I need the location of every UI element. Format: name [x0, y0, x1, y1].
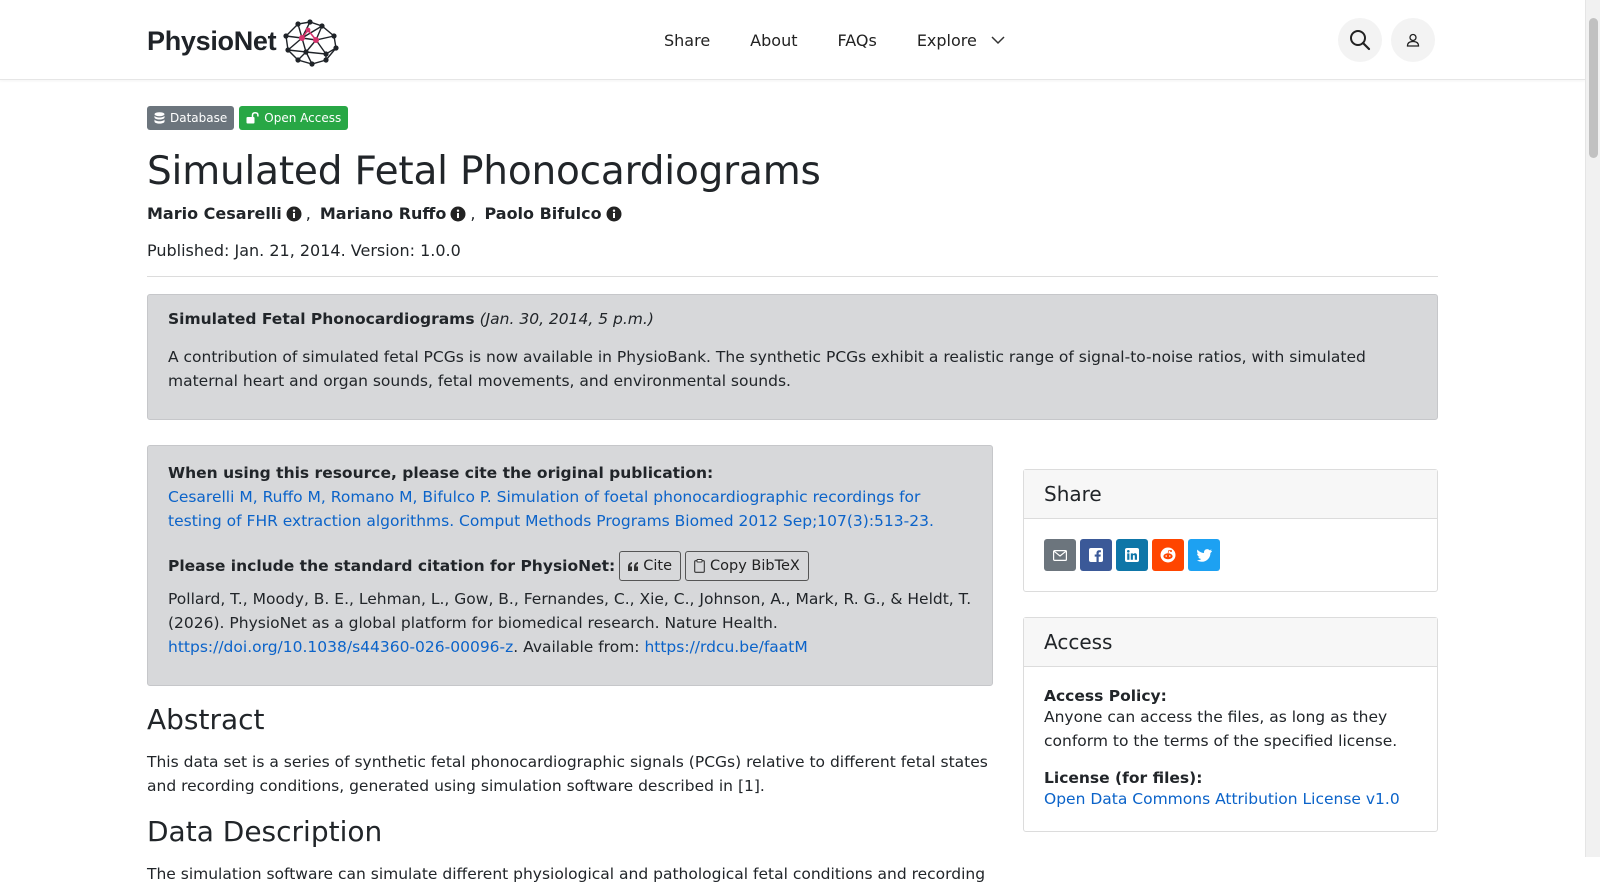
badge-group: [147, 106, 1438, 130]
news-body: A contribution of simulated fetal PCGs is now available in PhysioBank. The synthetic PCGs exhibit a realistic range of signal-to-noise ratios, with simulated maternal heart and organ sounds, fetal movements, and environmental sounds.: [168, 348, 1366, 390]
license-label: License (for files):: [1044, 769, 1203, 787]
data-description-heading: Data Description: [147, 815, 383, 848]
account-button[interactable]: [1391, 18, 1435, 62]
open-access-badge-label: Open Access: [264, 111, 342, 125]
access-card-title: Access: [1024, 618, 1437, 667]
publication-info: Published: Jan. 21, 2014. Version: 1.0.0: [147, 241, 461, 260]
clipboard-icon: [694, 559, 705, 573]
author-name: Paolo Bifulco: [484, 204, 602, 223]
info-icon[interactable]: [286, 206, 302, 222]
author-name: Mario Cesarelli: [147, 204, 282, 223]
abstract-heading: Abstract: [147, 703, 265, 736]
access-policy-text: Anyone can access the files, as long as they conform to the terms of the specified license.: [1044, 708, 1398, 750]
abstract-text: This data set is a series of synthetic fetal phonocardiographic signals (PCGs) relative to different fetal states and recording conditions, generated using simulation software described in [1].: [147, 753, 988, 795]
database-badge: [147, 106, 234, 130]
page-scrollbar[interactable]: [1585, 0, 1600, 857]
share-linkedin-button[interactable]: [1116, 539, 1148, 571]
share-card-title: Share: [1024, 470, 1437, 519]
standard-citation-row: [168, 551, 972, 581]
author-name: Mariano Ruffo: [319, 204, 447, 223]
project-header: [147, 106, 1438, 420]
author-item: [484, 204, 621, 223]
database-badge-label: Database: [170, 111, 228, 125]
twitter-icon: [1197, 549, 1212, 562]
share-card: [1023, 469, 1438, 592]
page-title: Simulated Fetal Phonocardiograms: [147, 149, 821, 194]
share-twitter-button[interactable]: [1188, 539, 1220, 571]
divider: [147, 276, 1438, 277]
reddit-icon: [1160, 547, 1176, 563]
user-icon: [1406, 33, 1420, 47]
quote-icon: [628, 562, 638, 571]
standard-citation-text: [168, 587, 972, 659]
author-separator: ,: [305, 204, 311, 223]
access-card: [1023, 617, 1438, 832]
share-email-button[interactable]: [1044, 539, 1076, 571]
standard-citation-label: Please include the standard citation for PhysioNet:: [168, 557, 616, 575]
search-icon: [1349, 29, 1371, 51]
author-list: [147, 204, 1438, 223]
info-icon[interactable]: [606, 206, 622, 222]
original-publication-link[interactable]: Cesarelli M, Ruffo M, Romano M, Bifulco P. Simulation of foetal phonocardiographic recordings for testing of FHR extraction algorithms. Comput Methods Programs Biomed 2012 Sep;107(3):513-23.: [168, 488, 934, 530]
original-citation-label: When using this resource, please cite the original publication:: [168, 464, 714, 482]
physionet-logo-icon: [280, 16, 340, 66]
brand-home-link[interactable]: [147, 16, 340, 66]
news-announcement: [147, 294, 1438, 420]
copy-bibtex-button[interactable]: [685, 551, 809, 581]
available-from-text: . Available from:: [513, 638, 645, 656]
linkedin-icon: [1125, 548, 1139, 562]
share-icon-row: [1044, 539, 1417, 571]
main-column: [147, 445, 993, 886]
nav-explore-label: Explore: [916, 30, 977, 50]
nav-explore-dropdown[interactable]: [917, 31, 1005, 50]
search-button[interactable]: [1338, 18, 1382, 62]
author-separator: ,: [470, 204, 476, 223]
cite-button[interactable]: [619, 551, 681, 581]
share-facebook-button[interactable]: [1080, 539, 1112, 571]
unlock-icon: [246, 112, 259, 124]
sidebar: [1023, 469, 1438, 832]
facebook-icon: [1089, 548, 1103, 562]
news-header: [168, 310, 1417, 328]
chevron-down-icon: [991, 33, 1005, 47]
email-icon: [1053, 550, 1067, 561]
news-title: Simulated Fetal Phonocardiograms: [168, 310, 475, 328]
doi-link[interactable]: https://doi.org/10.1038/s44360-026-00096-z: [168, 638, 514, 656]
citation-box: [147, 445, 993, 686]
data-description-text: The simulation software can simulate different physiological and pathological fetal conditions and recording: [147, 865, 986, 883]
open-access-badge: [239, 106, 348, 130]
standard-citation-body: Pollard, T., Moody, B. E., Lehman, L., Gow, B., Fernandes, C., Xie, C., Johnson, A., Mark, R. G., & Heldt, T. (2026). PhysioNet as a global platform for biomedical research. Nature Health.: [168, 590, 972, 632]
scrollbar-thumb[interactable]: [1589, 18, 1598, 158]
database-icon: [154, 112, 165, 124]
nav-share[interactable]: Share: [664, 30, 711, 50]
news-date: (Jan. 30, 2014, 5 p.m.): [479, 310, 654, 328]
nav-faqs[interactable]: FAQs: [837, 30, 877, 50]
nav-about[interactable]: About: [750, 30, 798, 50]
main-nav: [664, 0, 1045, 80]
share-reddit-button[interactable]: [1152, 539, 1184, 571]
author-item: [147, 204, 302, 223]
cite-button-label: Cite: [643, 558, 672, 574]
info-icon[interactable]: [450, 206, 466, 222]
access-policy-label: Access Policy:: [1044, 687, 1167, 705]
author-item: [320, 204, 467, 223]
rdcu-link[interactable]: https://rdcu.be/faatM: [644, 638, 808, 656]
copy-bibtex-label: Copy BibTeX: [710, 558, 800, 574]
license-link[interactable]: Open Data Commons Attribution License v1.0: [1044, 790, 1400, 808]
top-navbar: [0, 0, 1585, 80]
brand-name: PhysioNet: [147, 25, 277, 56]
